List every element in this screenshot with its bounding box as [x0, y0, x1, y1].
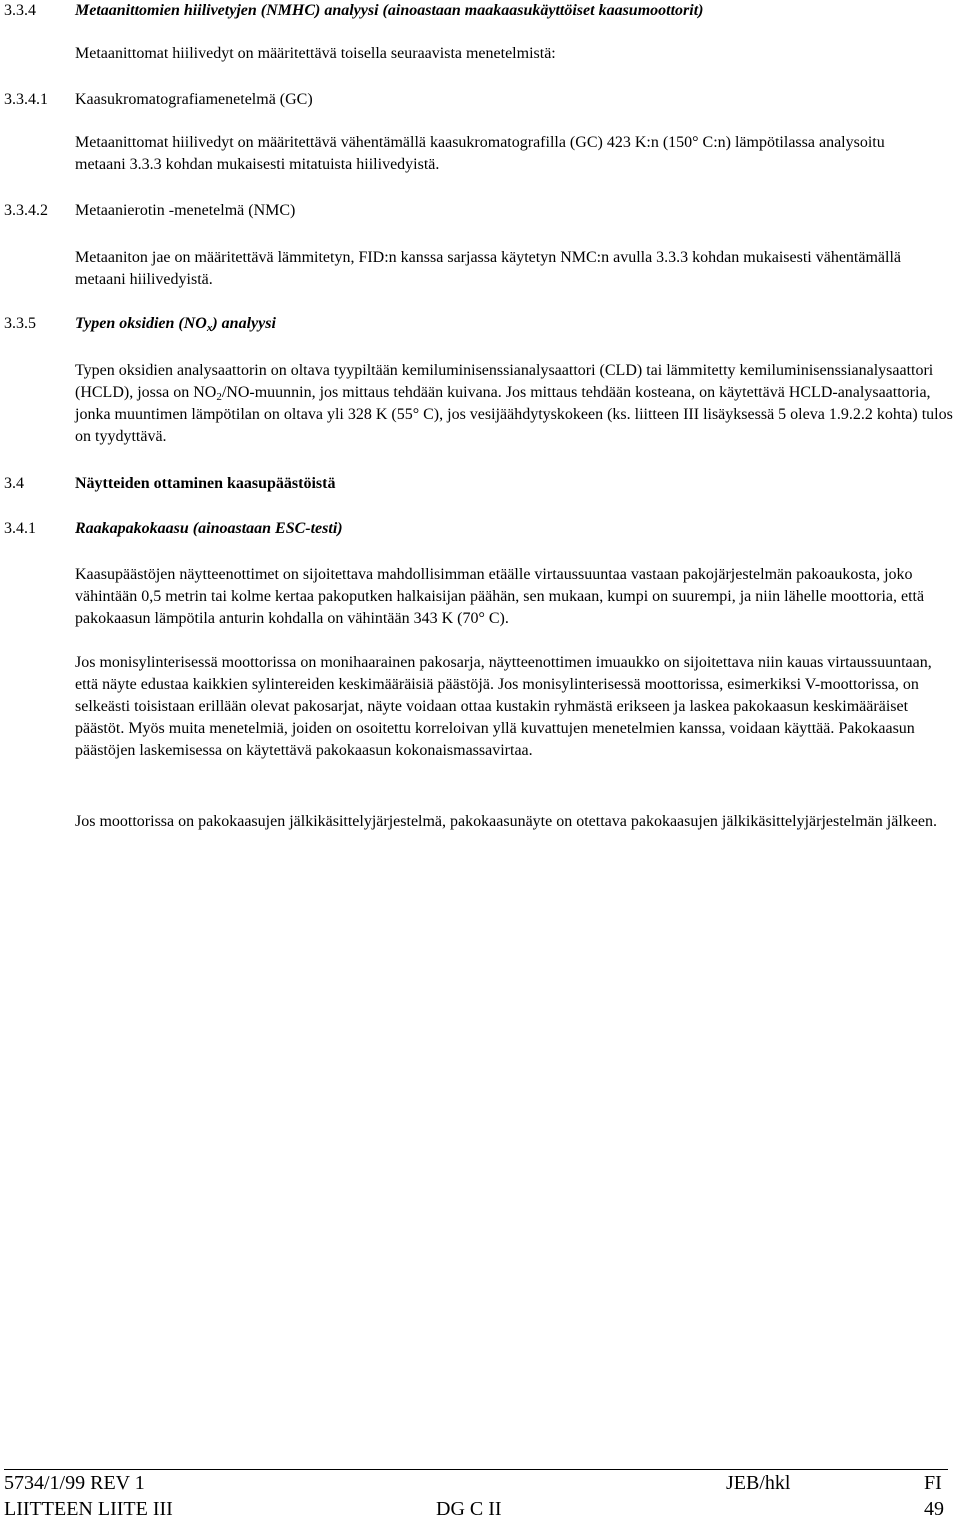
footer-author: JEB/hkl	[726, 1472, 791, 1494]
section-paragraph: Typen oksidien analysaattorin on oltava tyypiltään kemiluminisenssianalysaattori (CLD) tai lämmitetty kemiluminisenssianalysaattori (HCLD), jossa on $NO_2/NO$-muunnin, jos mittaus tehdään kuivana. Jos mittaus tehdään kosteana, on käytettävä HCLD-analysaattoria, jonka muuntimen lämpötilan on oltava yli 328 K (55° C), jos vesijäähdytyskokeen (ks. liitteen III lisäyksessä 5 oleva 1.9.2.2 kohta) tulos on tyydyttävä.	[75, 362, 953, 445]
section-number: 3.3.4.1	[4, 91, 48, 108]
intro-text: Metaanittomat hiilivedyt on määritettävä toisella seuraavista menetelmistä:	[75, 45, 556, 62]
section-number: 3.4.1	[4, 520, 36, 537]
footer-page-number: 49	[924, 1498, 944, 1520]
footer-dg: DG C II	[436, 1498, 502, 1520]
section-number: 3.3.5	[4, 315, 36, 332]
footer-language: FI	[924, 1472, 942, 1494]
section-title: Metaanittomien hiilivetyjen (NMHC) analyysi (ainoastaan maakaasukäyttöiset kaasumoottorit)	[75, 2, 704, 19]
footer-annex: LIITTEEN LIITE III	[4, 1498, 173, 1520]
footer-doc-ref: 5734/1/99 REV 1	[4, 1472, 145, 1494]
section-title: Metaanierotin -menetelmä (NMC)	[75, 202, 296, 219]
section-paragraph: Metaanittomat hiilivedyt on määritettävä vähentämällä kaasukromatografilla (GC) 423 K:n (150° C:n) lämpötilassa analysoitu metaani 3.3.3 kohdan mukaisesti mitatuista hiilivedyistä.	[75, 134, 885, 173]
section-title: Kaasukromatografiamenetelmä (GC)	[75, 91, 313, 108]
section-title: Typen oksidien $(NO_x)$ analyysi	[75, 315, 276, 334]
footer-rule	[4, 1469, 948, 1470]
section-title: Näytteiden ottaminen kaasupäästöistä	[75, 475, 336, 492]
section-paragraph: Metaaniton jae on määritettävä lämmitetyn, FID:n kanssa sarjassa käytetyn NMC:n avulla 3.3.3 kohdan mukaisesti vähentämällä metaani hiilivedyistä.	[75, 249, 902, 288]
section-title: Raakapakokaasu (ainoastaan ESC-testi)	[75, 520, 343, 537]
section-paragraph: Kaasupäästöjen näytteenottimet on sijoitettava mahdollisimman etäälle virtaussuuntaa vastaan pakojärjestelmän pakoaukosta, joko vähintään 0,5 metrin tai kolme kertaa pakoputken halkaisijan päähän, sen mukaan, kumpi on suurempi, ja niin lähelle moottoria, että pakokaasun lämpötila anturin kohdalla on vähintään 343 K (70° C).	[75, 566, 925, 627]
section-number: 3.3.4.2	[4, 202, 48, 219]
section-paragraph: Jos monisylinterisessä moottorissa on monihaarainen pakosarja, näytteenottimen imuaukko on sijoitettava niin kauas virtaussuuntaan, että näyte edustaa kaikkien sylintereiden keskimääräisiä päästöjä. Jos monisylinterisessä moottorissa, esimerkiksi V-moottorissa, on selkeästi toisistaan erillään olevat pakosarjat, näyte voidaan ottaa kustakin ryhmästä erikseen ja laskea pakokaasun keskimääräiset päästöt. Myös muita menetelmiä, joiden on osoitettu korreloivan yllä kuvattujen menetelmien kanssa, voidaan käyttää. Pakokaasun päästöjen laskemisessa on käytettävä pakokaasun kokonaismassavirtaa.	[75, 654, 932, 759]
section-paragraph: Jos moottorissa on pakokaasujen jälkikäsittelyjärjestelmä, pakokaasunäyte on otettava pakokaasujen jälkikäsittelyjärjestelmän jälkeen.	[75, 813, 937, 830]
section-number: 3.3.4	[4, 2, 36, 19]
section-number: 3.4	[4, 475, 24, 492]
